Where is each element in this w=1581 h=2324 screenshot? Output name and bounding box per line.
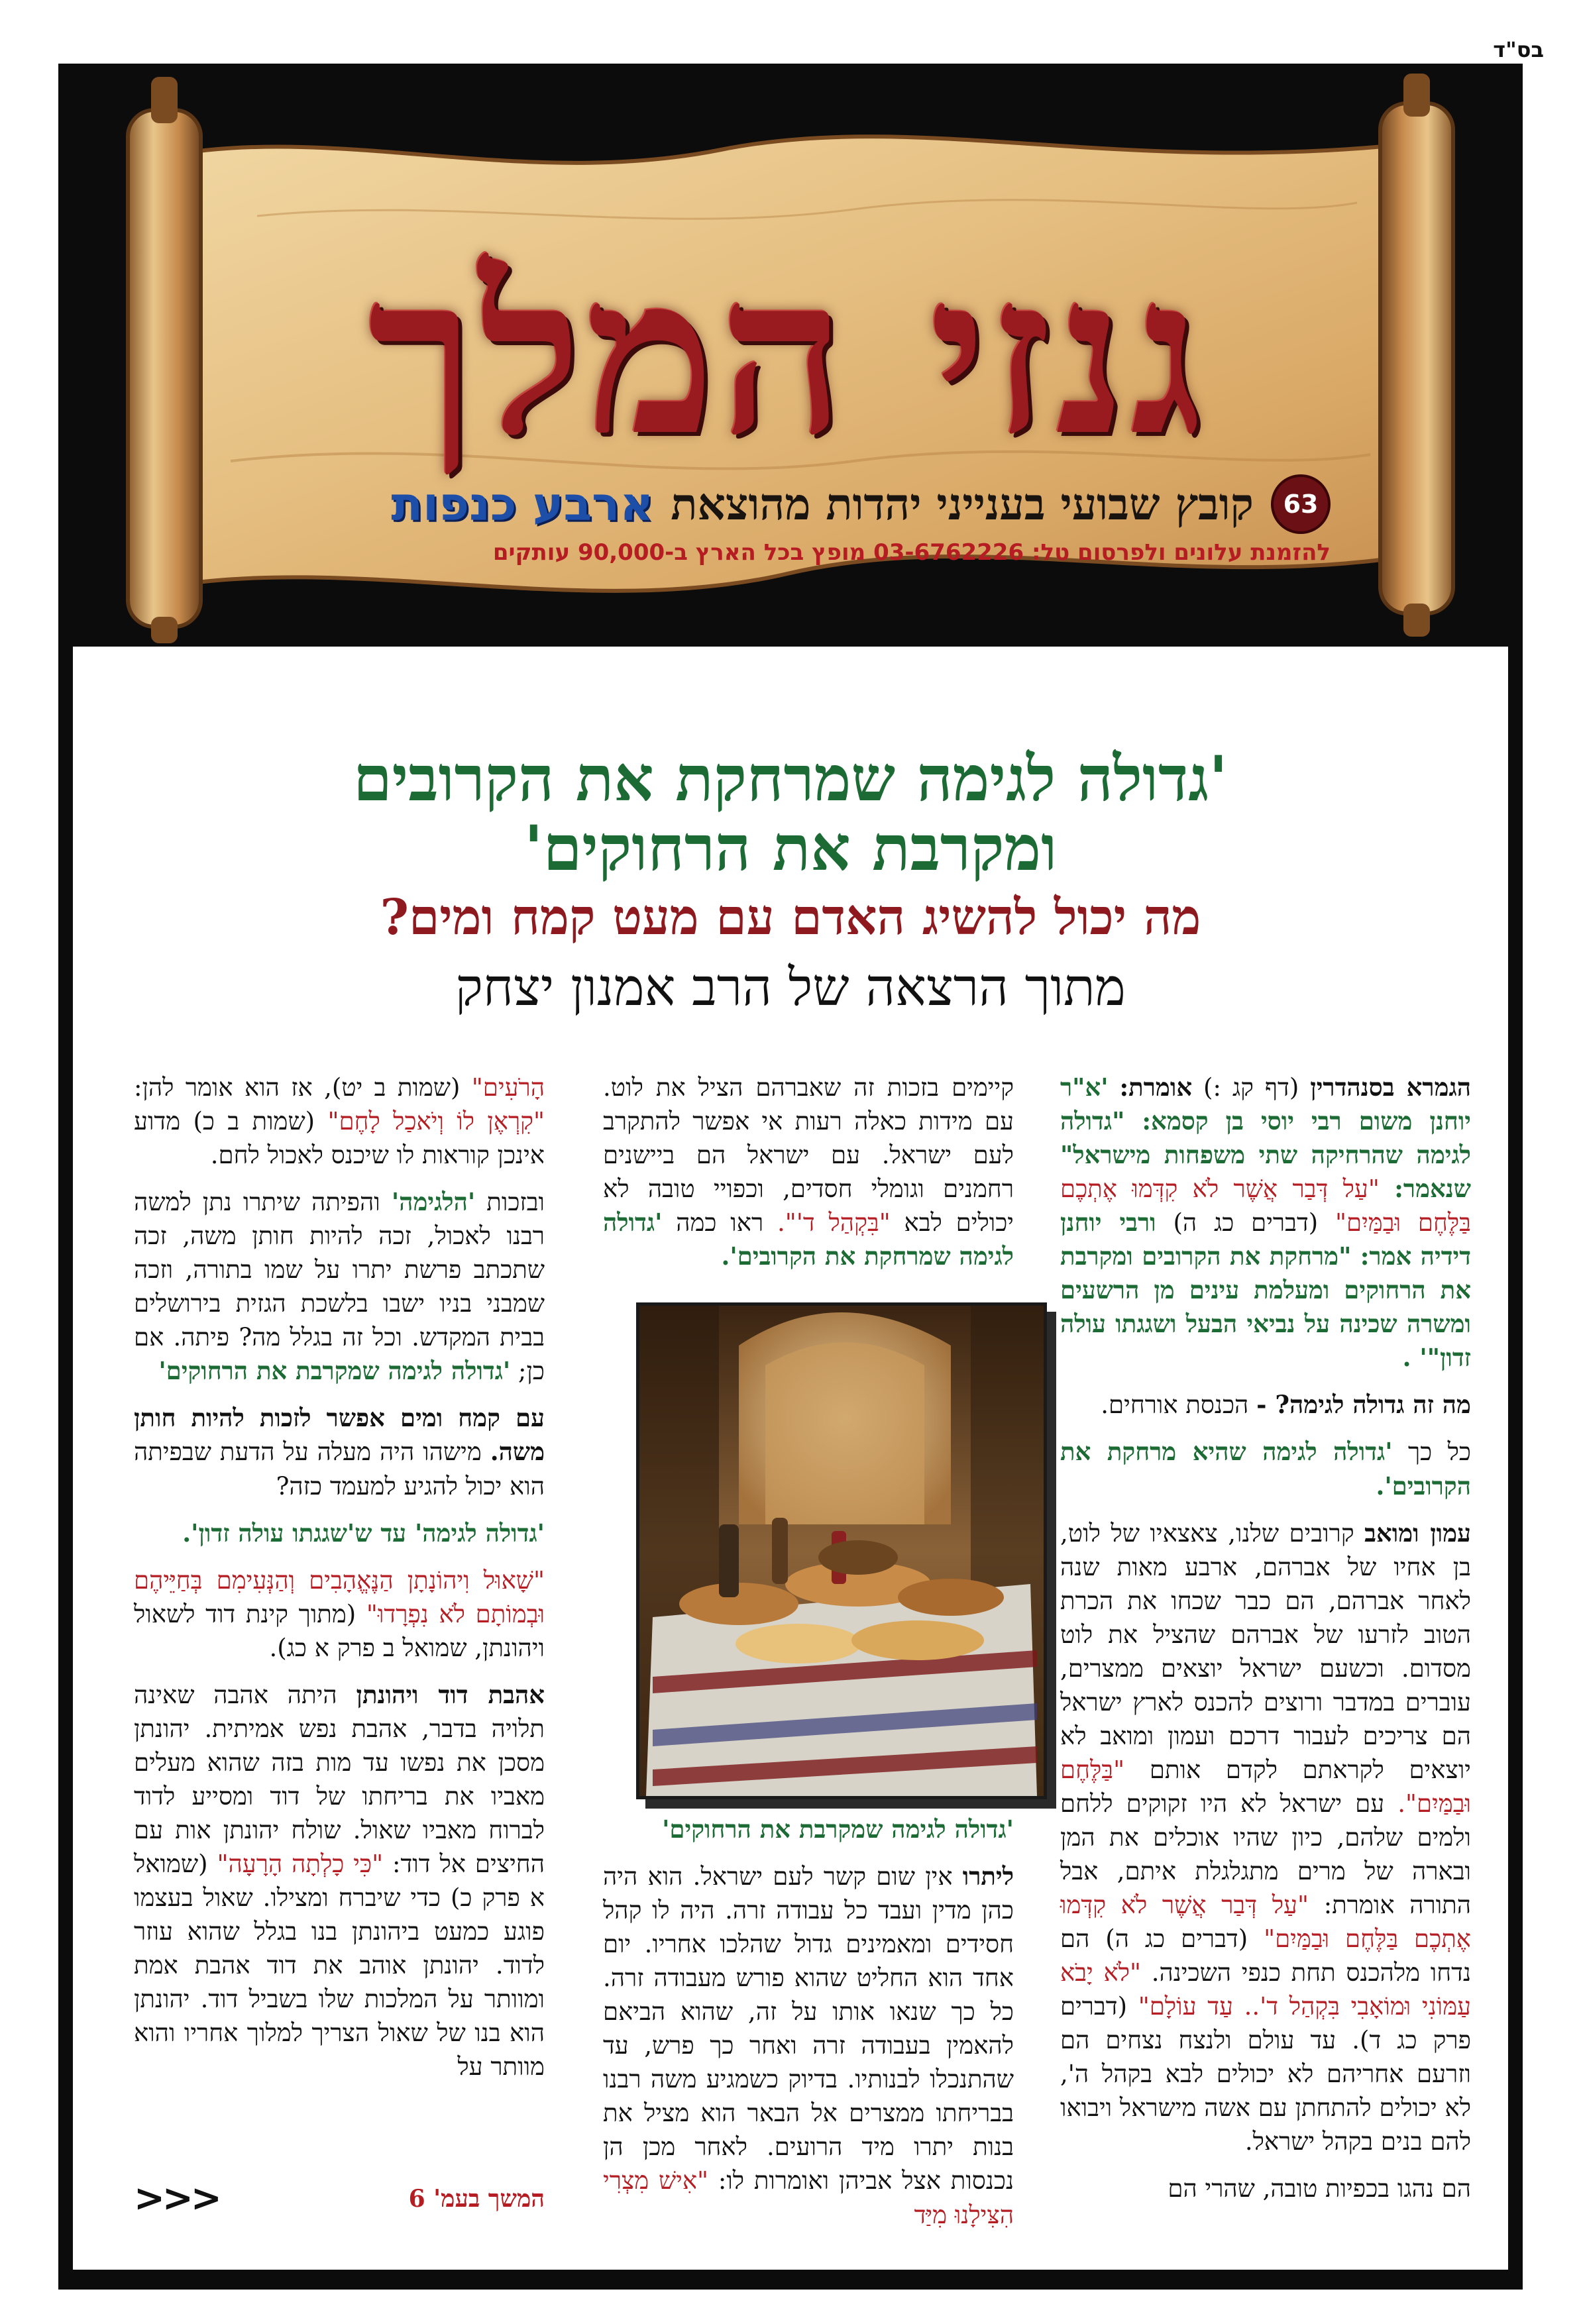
paragraph [1060, 1071, 1471, 1375]
page-frame [58, 64, 1523, 2290]
body-text: אין שום קשר לעם ישראל. הוא היה כהן מדין ועבד כל עבודה זרה. היה לו קהל חסידים ומאמינים גדול שהלכו אחריו. יום אחד הוא החליט שהוא פורש מעבודה זרה. כל כך שנאו אותו על זה, שהוא הביאם להאמין בעבודה זרה ואחר כך פרש, עד שהתנכלו לבנותיו. בדיוק כשמגיע משה רבנו בבריחתו ממצרים אל הבאר הוא מציל את בנות יתרו מיד הרועים. לאחר מכן הן נכנסות אצל אביהן ואומרות לו: [603, 1862, 1014, 2195]
body-text: (שמות ב כ) מדוע אינכן קוראות לו שיכנס לאכול לחם. [134, 1107, 545, 1170]
body-text: (מתוך קינת דוד לשאול ויהונתן, שמואל ב פרק א כג). [134, 1599, 545, 1662]
paragraph [134, 1678, 545, 2084]
lead-text: אומרת: [1119, 1073, 1193, 1102]
paragraph [1060, 2172, 1471, 2205]
paragraph [603, 1813, 1014, 1846]
paragraph [134, 1071, 545, 1172]
masthead-title: גנזי המלך [368, 227, 1207, 484]
quote-green: ורבי יוחנן דידיה אמר: "מרחקת את הקרובים ומקרבת את הרחוקים ומעלמת עינים מן הרשעים ומשרה שכינה על נביאי הבעל ושגגתו עולה זדון"' . [1060, 1208, 1471, 1373]
lead-text: מה זה גדולה לגימה? - [1256, 1390, 1471, 1420]
verse-red: "אִישׁ מִצְרִי הִצִּילָנוּ מִיַּד [603, 2166, 1014, 2229]
reference: (דברים כג ה) [1173, 1208, 1319, 1238]
arrows-icon: <<< [134, 2177, 219, 2220]
lead-text: ליתרו [962, 1862, 1014, 1891]
body-text: ראו כמה [676, 1208, 764, 1238]
body-text: קיימים בזכות זה שאברהם הציל את לוט. עם מידות כאלה רעות אי אפשר להתקרב לעם ישראל. עם ישראל הם ביישנים רחמנים וגומלי חסדים, וכפויי טובה לא יכולים לבא [603, 1073, 1014, 1238]
paragraph [134, 1563, 545, 1665]
subtitle-row [370, 471, 1331, 537]
body-text: הכנסת אורחים. [1101, 1391, 1249, 1420]
article-body [73, 647, 1508, 2270]
column-left [134, 1071, 545, 2097]
paragraph [1060, 1435, 1471, 1503]
verse-red: "כִּי כָלְתָה הָרָעָה" [217, 1849, 384, 1878]
lead-text: הגמרא בסנהדרין [1310, 1073, 1472, 1102]
quote-green: 'הלגימה' [391, 1187, 476, 1217]
body-text: והפיתה שיתרו נתן למשה רבנו לאכול, זכה להיות חותן משה, זכה שתכתב פרשת יתרו על שמו בתורה, וזכה שמבני בניו ישבו בלשכת הגזית בירושלים בבית המקדש. וכל זה בגלל מה? פיתה. אם כן; [134, 1188, 545, 1386]
body-text: (שמות ב יט), אז הוא אומר להן: [134, 1073, 461, 1102]
reference: (דף קג :) [1203, 1073, 1299, 1102]
quote-green: 'גדולה לגימה שמקרבת את הרחוקים' [662, 1815, 1014, 1844]
body-text: עם ישראל לא היו זקוקים ללחם ולמים שלהם, כיון שהיו אוכלים את המן ובארה של מרים מתגלגלת איתם, אבל התורה אומרת: [1060, 1789, 1472, 1920]
body-text: (דברים פרק כג ד). עד עולם ולנצח נצחים הם וזרעם אחריהם לא יכולים לבא בקהל ה', לא יכולים להתחתן עם אשה מישראל ויבואו להם בנים בקהל ישראל. [1060, 1992, 1471, 2156]
verse-red: הָרֹעִים" [471, 1073, 545, 1102]
table-with-food-photo [636, 1302, 1047, 1799]
continue-link[interactable] [134, 2177, 545, 2220]
body-text: מישהו היה מעלה על הדעת שבפיתה הוא יכול להגיע למעמד כזה? [134, 1438, 545, 1501]
verse-red: "בִּקְהַל ד'". [777, 1208, 891, 1238]
verse-red: "שָׁאוּל וִיהוֹנָתָן הַנֶּאֱהָבִים וְהַנְּעִימִם בְּחַיֵּיהֶם וּבְמוֹתָם לֹא נִפְרָדוּ" [134, 1565, 545, 1628]
body-text: כל כך [1407, 1438, 1472, 1467]
verse-red: "עַל דְּבַר אֲשֶׁר לֹא קִדְּמוּ אֶתְכֶם בַּלֶּחֶם וּבַמַּיִם" [1060, 1175, 1471, 1238]
photo-illustration-icon [639, 1306, 1044, 1796]
paragraph [1060, 1516, 1471, 2159]
body-text: (דברים כג ה) הם נדחו מלהכנס תחת כנפי השכינה. [1060, 1925, 1471, 1987]
quote-green: 'גדולה לגימה שמקרבת את הרחוקים' [158, 1356, 511, 1386]
quote-green: 'גדולה לגימה שמרחקת את הקרובים'. [603, 1208, 1014, 1271]
body-text: (שמואל א פרק כ) כדי שיברח ומצילו. שאול בעצמו פוגע כמעט ביהונתן בנו בגלל שהוא עוזר לדוד. יהונתן אוהב את דוד אהבת אמת ומוותר על המלכות שלו בשביל דוד. יהונתן הוא בנו של שאול הצריך למלוך אחריו והוא מוותר על [134, 1849, 545, 2082]
body-text: היתה אהבה שאינה תלויה בדבר, אהבת נפש אמיתית. יהונתן מסכן את נפשו עד מות בזה שהוא מעלים מאביו את בריחתו של דוד ומסייע לדוד לברוח מאביו שאול. שולח יהונתן אות עם החיצים אל דוד: [134, 1680, 545, 1878]
deck: מה יכול להשיג האדם עם מעט קמח ומים? [380, 889, 1201, 946]
verse-red: "לֹא יָבֹא עַמּוֹנִי וּמוֹאָבִי בִּקְהַל ד'.. עַד עוֹלָם" [1060, 1958, 1471, 2021]
byline: מתוך הרצאה של הרב אמנון יצחק [455, 958, 1126, 1018]
contact-line: להזמנת עלונים ולפרסום טל: 03-6762226 מופץ בכל הארץ ב-90,000 עותקים [492, 539, 1331, 566]
column-middle-lower [603, 1813, 1014, 2245]
paragraph [134, 1401, 545, 1503]
paragraph [603, 1071, 1014, 1273]
headline-line-1: 'גדולה לגימה שמרחקת את הקרובים [353, 743, 1228, 816]
verse-red: "קִרְאֶן לוֹ וְיֹאכַל לָחֶם" [327, 1107, 545, 1136]
quote-green: 'א"ר יוחנן משום רבי יוסי בן קסמא: "גדולה לגימה שהרחיקה שתי משפחות מישראל" שנאמר: [1060, 1073, 1471, 1204]
lead-text: עמון ומואב [1364, 1518, 1471, 1548]
quote-green: 'גדולה לגימה' עד ש'שגגתו עולה זדון'. [182, 1518, 545, 1548]
column-right [1060, 1071, 1471, 2219]
paragraph [603, 1860, 1014, 2232]
headline-line-2: ומקרבת את הרחוקים' [523, 812, 1058, 886]
column-middle-upper [603, 1071, 1014, 1287]
lead-text: אהבת דוד ויהונתן [356, 1679, 545, 1709]
continue-label: המשך בעמ' 6 [408, 2184, 545, 2213]
paragraph [134, 1516, 545, 1550]
verse-red: "בַּלֶּחֶם וּבַמַּיִם". [1060, 1755, 1472, 1818]
lead-text: עם קמח ומים אפשר לזכות להיות חותן משה. [134, 1403, 545, 1467]
quote-green: 'גדולה לגימה שהיא מרחקת את הקרובים'. [1060, 1437, 1471, 1501]
header [58, 64, 1523, 647]
body-text: הם נהגו בכפיות טובה, שהרי הם [1168, 2174, 1471, 2203]
body-text: קרובים שלנו, צאצאיו של לוט, בן אחיו של אברהם, ארבע מאות שנה לאחר אברהם, הם כבר שכחו את הכרת הטוב לזרעו של אברהם שהציל את לוט מסדום. וכשעם ישראל יוצאים ממצרים, עוברים במדבר ורוצים להכנס לארץ ישראל הם צריכים לעבור דרכם ועמון ומואב לא יוצאים לקראתם לקדם אותם [1060, 1518, 1471, 1784]
issue-number-badge: 63 [1271, 474, 1331, 534]
paragraph [1060, 1388, 1471, 1422]
subtitle: קובץ שבועי בענייני יהדות מהוצאת [671, 478, 1254, 530]
corner-label: בס"ד [1493, 37, 1544, 62]
body-text: ובזכות [486, 1188, 545, 1217]
publisher-logo: ארבע כנפות [391, 477, 654, 531]
paragraph [134, 1185, 545, 1388]
headline [73, 745, 1508, 884]
verse-red: "עַל דְּבַר אֲשֶׁר לֹא קִדְּמוּ אֶתְכֶם בַּלֶּחֶם וּבַמַּיִם" [1060, 1891, 1472, 1954]
